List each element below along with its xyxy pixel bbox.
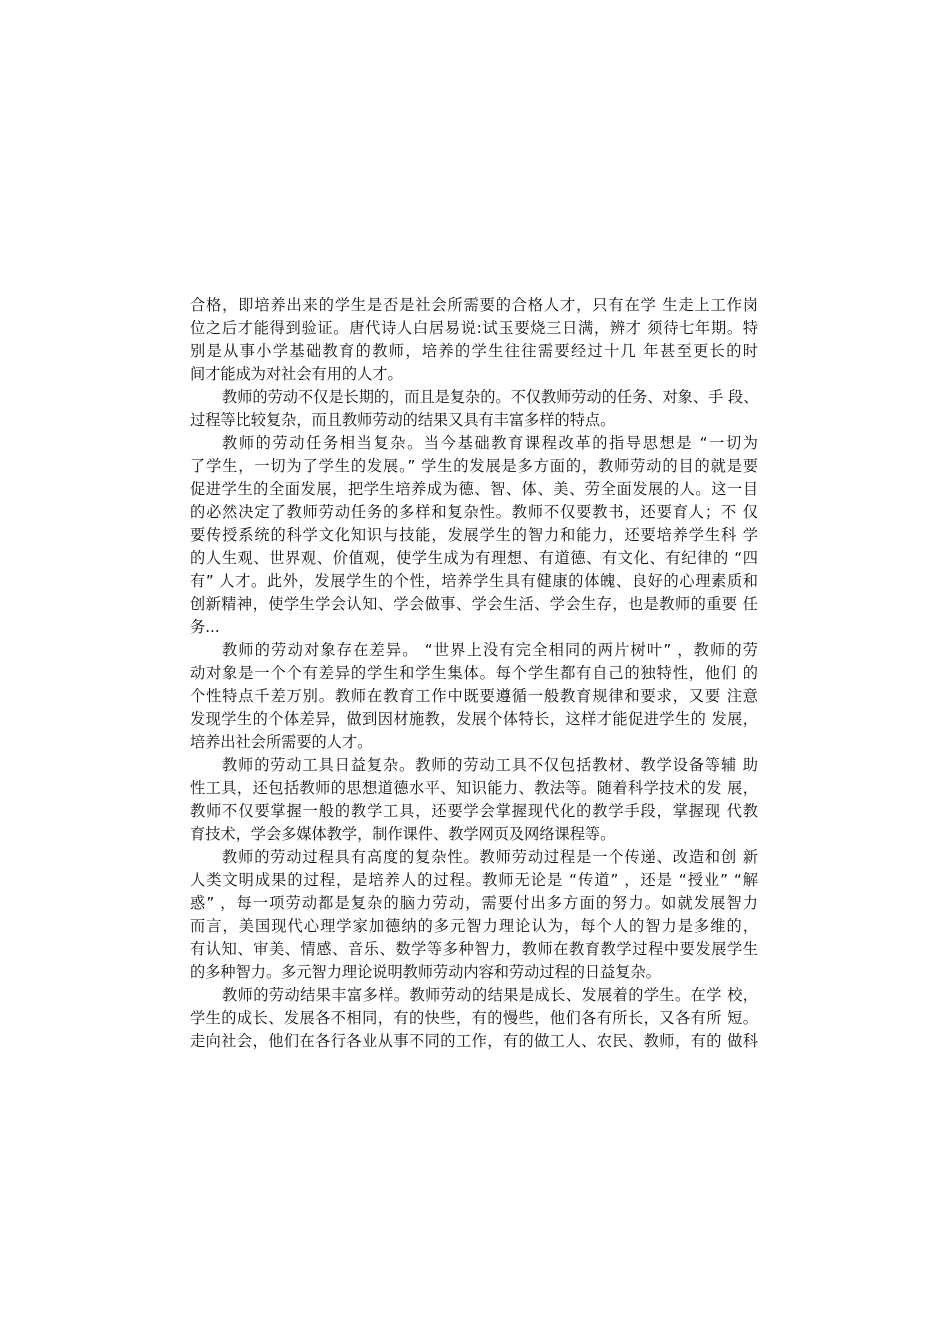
text-line: 育技术，学会多媒体教学，制作课件、教学网页及网络课程等。 bbox=[190, 825, 616, 843]
paragraph-first-line: 教师的劳动结果丰富多样。教师劳动的结果是成长、发展着的学生。在学 校， bbox=[222, 986, 758, 1004]
paragraph-first-line: 教师的劳动对象存在差异。 “世界上没有完全相同的两片树叶” ，教师的劳 bbox=[222, 641, 758, 659]
text-line: 了学生，一切为了学生的发展。” 学生的发展是多方面的，教师劳动的目的就是要 bbox=[190, 457, 758, 475]
text-line: 位之后才能得到验证。唐代诗人白居易说:试玉要烧三日满，辨才 须待七年期。特 bbox=[190, 319, 758, 337]
text-line: 的必然决定了教师劳动任务的多样和复杂性。教师不仅要教书，还要育人；不 仅 bbox=[190, 503, 758, 521]
text-line: 有认知、审美、情感、音乐、数学等多种智力，教师在教育教学过程中要发展学生 bbox=[190, 940, 758, 958]
text-line: 的多种智力。多元智力理论说明教师劳动内容和劳动过程的日益复杂。 bbox=[190, 963, 661, 981]
text-line: 的人生观、世界观、价值观，使学生成为有理想、有道德、有文化、有纪律的 “四 bbox=[190, 549, 758, 567]
paragraph-first-line: 教师的劳动任务相当复杂。当今基础教育课程改革的指导思想是 “一切为 bbox=[222, 434, 758, 452]
text-line: 创新精神，使学生学会认知、学会做事、学会生活、学会生存，也是教师的重要 任 bbox=[190, 595, 758, 613]
text-line: 而言，美国现代心理学家加德纳的多元智力理论认为，每个人的智力是多维的， bbox=[190, 917, 758, 935]
document-body bbox=[190, 294, 758, 1053]
text-line: 人类文明成果的过程，是培养人的过程。教师无论是 “传道” ，还是 “授业” “解 bbox=[190, 871, 758, 889]
text-line: 走向社会，他们在各行各业从事不同的工作，有的做工人、农民、教师，有的 做科 bbox=[190, 1032, 758, 1050]
text-line: 教师不仅要掌握一般的教学工具，还要学会掌握现代化的教学手段，掌握现 代教 bbox=[190, 802, 758, 820]
paragraph-first-line: 教师的劳动不仅是长期的，而且是复杂的。不仅教师劳动的任务、对象、手 段、 bbox=[222, 388, 758, 406]
text-line: 个性特点千差万别。教师在教育工作中既要遵循一般教育规律和要求，又要 注意 bbox=[190, 687, 758, 705]
text-line: 发现学生的个体差异，做到因材施教，发展个体特长，这样才能促进学生的 发展， bbox=[190, 710, 758, 728]
text-line: 有” 人才。此外，发展学生的个性，培养学生具有健康的体魄、良好的心理素质和 bbox=[190, 572, 758, 590]
text-line: 要传授系统的科学文化知识与技能，发展学生的智力和能力，还要培养学生科 学 bbox=[190, 526, 758, 544]
text-line: 别是从事小学基础教育的教师，培养的学生往往需要经过十几 年甚至更长的时 bbox=[190, 342, 758, 360]
text-line: 惑” ，每一项劳动都是复杂的脑力劳动，需要付出多方面的努力。如就发展智力 bbox=[190, 894, 758, 912]
text-line: 性工具，还包括教师的思想道德水平、知识能力、教法等。随着科学技术的发 展， bbox=[190, 779, 758, 797]
text-line: 动对象是一个个有差异的学生和学生集体。每个学生都有自己的独特性，他们 的 bbox=[190, 664, 758, 682]
text-line: 过程等比较复杂，而且教师劳动的结果又具有丰富多样的特点。 bbox=[190, 411, 616, 429]
paragraph-first-line: 教师的劳动过程具有高度的复杂性。教师劳动过程是一个传递、改造和创 新 bbox=[222, 848, 758, 866]
text-line: 间才能成为对社会有用的人才。 bbox=[190, 365, 403, 383]
text-line: 合格，即培养出来的学生是否是社会所需要的合格人才，只有在学 生走上工作岗 bbox=[190, 296, 758, 314]
paragraph-first-line: 教师的劳动工具日益复杂。教师的劳动工具不仅包括教材、教学设备等辅 助 bbox=[222, 756, 758, 774]
text-line: 促进学生的全面发展，把学生培养成为德、智、体、美、劳全面发展的人。这一目 bbox=[190, 480, 758, 498]
text-line: 学生的成长、发展各不相同，有的快些，有的慢些，他们各有所长，又各有所 短。 bbox=[190, 1009, 758, 1027]
text-line: 务... bbox=[190, 618, 220, 636]
text-line: 培养出社会所需要的人才。 bbox=[190, 733, 373, 751]
